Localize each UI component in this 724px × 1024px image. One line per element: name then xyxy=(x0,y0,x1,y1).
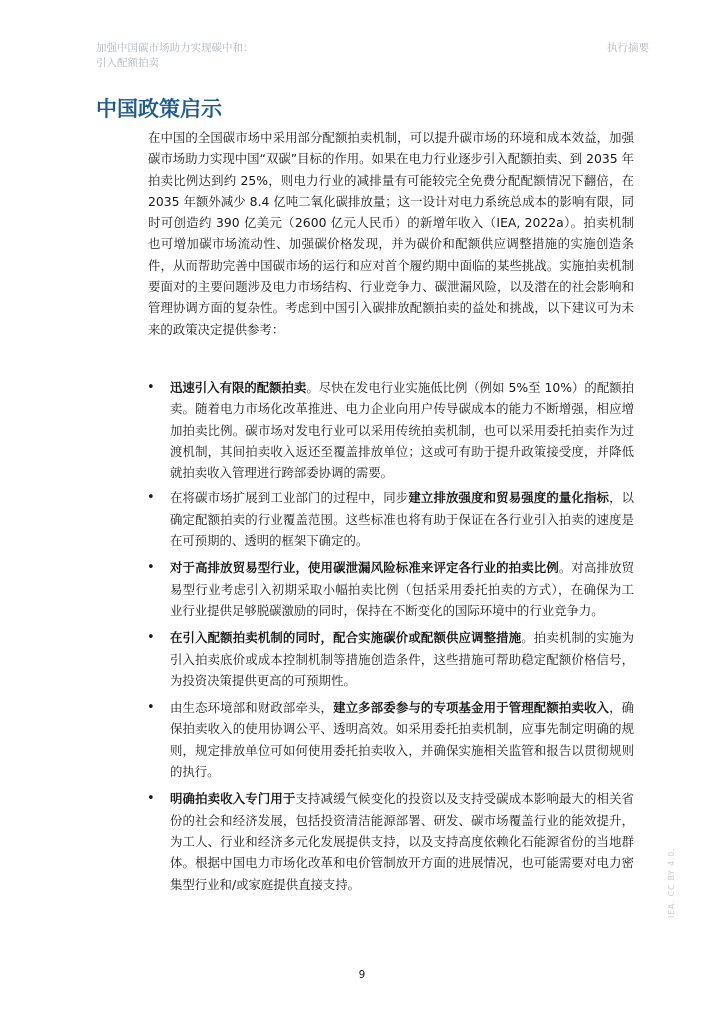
bullet-dot: • xyxy=(147,560,155,576)
recommendation-item xyxy=(148,697,634,782)
running-header-title xyxy=(96,41,356,71)
recommendation-item xyxy=(148,557,634,621)
recommendation-body: 。对高排放贸易型行业考虑引入初期采取小幅拍卖比例（包括采用委托拍卖的方式），在确保为工业行业提供足够脱碳激励的同时，保持在不断变化的国际环境中的行业竞争力。 xyxy=(170,560,635,618)
bullet-dot: • xyxy=(147,380,155,395)
recommendation-highlight: 迅速引入有限的配额拍卖 xyxy=(170,380,307,395)
recommendation-lead: 在将碳市场扩展到工业部门的过程中，同步 xyxy=(170,490,409,506)
recommendation-item xyxy=(148,487,634,551)
intro-paragraph: 在中国的全国碳市场中采用部分配额拍卖机制，可以提升碳市场的环境和成本效益，加强碳市场助力实现中国“双碳”目标的作用。如果在电力行业逐步引入配额拍卖、到 2035 年拍卖比例达到约 25%，则电力行业的减排量有可能较完全免费分配配额情况下翻倍，在 2035 年额外减少 8.4 亿吨二氧化碳排放量；这一设计对电力系统总成本的影响有限，同时可创造约 390 亿美元（2600 亿元人民币）的新增年收入（IEA, 2022a）。拍卖机制也可增加碳市场流动性、加强碳价格发现，并为碳价和配额供应调整措施的实施创造条件，从而帮助完善中国碳市场的运行和应对首个履约期中面临的某些挑战。实施拍卖机制要面对的主要问题涉及电力市场结构、行业竞争力、碳泄漏风险，以及潜在的社会影响和管理协调方面的复杂性。考虑到中国引入碳排放配额拍卖的益处和挑战，以下建议可为未来的政策决定提供参考： xyxy=(148,130,634,337)
bullet-dot: • xyxy=(147,791,155,807)
recommendation-body: 。尽快在发电行业实施低比例（例如 5%至 10%）的配额拍卖。随着电力市场化改革推进、电力企业向用户传导碳成本的能力不断增强，相应增加拍卖比例。碳市场对发电行业可以采用传统拍卖机制，也可以采用委托拍卖作为过渡机制，其间拍卖收入返还至覆盖排放单位；这或可有助于提升政策接受度，并降低就拍卖收入管理进行跨部委协调的需要。 xyxy=(170,380,635,481)
recommendation-item xyxy=(148,788,634,894)
page-number: 9 xyxy=(358,969,366,981)
recommendation-highlight: 建立排放强度和贸易强度的量化指标 xyxy=(408,490,610,506)
recommendation-body: ，确保拍卖收入的使用协调公平、透明高效。如采用委托拍卖机制，应事先制定明确的规则，规定排放单位可如何使用委托拍卖收入，并确保实施相关监管和报告以贯彻规则的执行。 xyxy=(170,700,635,780)
recommendation-list xyxy=(148,377,634,895)
bullet-dot: • xyxy=(147,630,155,646)
recommendation-item xyxy=(148,377,634,483)
recommendation-body: 支持减缓气候变化的投资以及支持受碳成本影响最大的相关省份的社会和经济发展，包括投资清洁能源部署、研发、碳市场覆盖行业的能效提升，为工人、行业和经济多元化发展提供支持，以及支持高度依赖化石能源省份的当地群体。根据中国电力市场化改革和电价管制放开方面的进展情况，也可能需要对电力密集型行业和/或家庭提供直接支持。 xyxy=(170,791,635,892)
running-header-section: 执行摘要 xyxy=(607,42,649,54)
recommendation-lead: 由生态环境部和财政部牵头， xyxy=(170,700,334,716)
recommendation-highlight: 建立多部委参与的专项基金用于管理配额拍卖收入 xyxy=(333,700,610,716)
recommendation-item xyxy=(148,627,634,691)
recommendation-highlight: 明确拍卖收入专门用于 xyxy=(170,791,296,807)
section-title: 中国政策启示 xyxy=(96,97,222,121)
recommendation-body: ，以确定配额拍卖的行业覆盖范围。这些标准也将有助于保证在各行业引入拍卖的速度是在可预期的、透明的框架下确定的。 xyxy=(170,490,635,549)
running-header-line2: 引入配额拍卖 xyxy=(96,57,159,69)
recommendation-body: 。拍卖机制的实施为引入拍卖底价或成本控制机制等措施创造条件，这些措施可帮助稳定配额价格信号，为投资决策提供更高的可预期性。 xyxy=(170,630,635,688)
license-watermark: IEA. CC BY 4.0. xyxy=(667,847,676,918)
recommendation-highlight: 对于高排放贸易型行业，使用碳泄漏风险标准来评定各行业的拍卖比例 xyxy=(170,560,559,576)
bullet-dot: • xyxy=(147,490,155,506)
recommendation-highlight: 在引入配额拍卖机制的同时，配合实施碳价或配额供应调整措施 xyxy=(170,630,522,646)
bullet-dot: • xyxy=(147,700,155,716)
running-header-line1: 加强中国碳市场助力实现碳中和： xyxy=(96,42,254,54)
